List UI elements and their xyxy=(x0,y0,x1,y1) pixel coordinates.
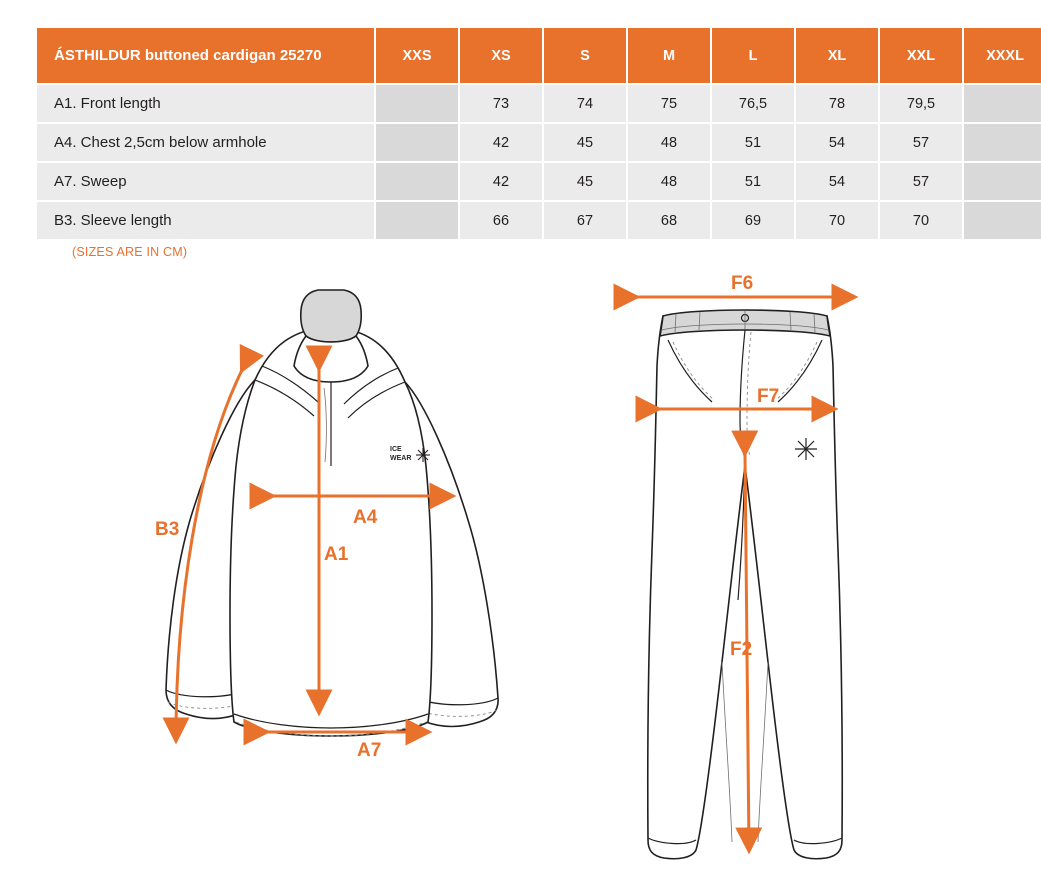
f7-label: F7 xyxy=(757,386,780,407)
f2-label: F2 xyxy=(730,639,753,660)
cell-a7-l: 51 xyxy=(711,162,795,201)
brand-line-2: WEAR xyxy=(390,455,412,462)
cell-b3-xxl: 70 xyxy=(879,201,963,240)
cell-a7-xs: 42 xyxy=(459,162,543,201)
cell-a7-xxs xyxy=(375,162,459,201)
cell-a7-s: 45 xyxy=(543,162,627,201)
cell-a1-xxs xyxy=(375,84,459,123)
table-header-s: S xyxy=(543,27,627,84)
cell-b3-xl: 70 xyxy=(795,201,879,240)
cell-a1-xxxl xyxy=(963,84,1041,123)
table-header-xl: XL xyxy=(795,27,879,84)
cell-a1-xl: 78 xyxy=(795,84,879,123)
cell-a1-s: 74 xyxy=(543,84,627,123)
cell-a4-s: 45 xyxy=(543,123,627,162)
cell-a4-m: 48 xyxy=(627,123,711,162)
collar-base xyxy=(294,336,368,382)
table-header-l: L xyxy=(711,27,795,84)
garment-illustrations xyxy=(0,270,1041,890)
table-header-xxl: XXL xyxy=(879,27,963,84)
table-header-xxs: XXS xyxy=(375,27,459,84)
cell-a7-xxl: 57 xyxy=(879,162,963,201)
cell-a1-m: 75 xyxy=(627,84,711,123)
cell-b3-m: 68 xyxy=(627,201,711,240)
b3-label: B3 xyxy=(155,519,180,540)
right-inseam xyxy=(758,662,768,842)
size-table-header-row xyxy=(36,27,1041,84)
cell-b3-xxxl xyxy=(963,201,1041,240)
row-label-a4: A4. Chest 2,5cm below armhole xyxy=(36,123,375,162)
cell-b3-xs: 66 xyxy=(459,201,543,240)
row-label-a1: A1. Front length xyxy=(36,84,375,123)
table-header-xs: XS xyxy=(459,27,543,84)
cell-a4-xxl: 57 xyxy=(879,123,963,162)
table-header-m: M xyxy=(627,27,711,84)
cell-b3-l: 69 xyxy=(711,201,795,240)
cardigan-illustration xyxy=(155,290,498,761)
cell-a1-xs: 73 xyxy=(459,84,543,123)
cell-a7-xl: 54 xyxy=(795,162,879,201)
trousers-illustration xyxy=(636,273,854,859)
table-row xyxy=(36,123,1041,162)
cell-a1-l: 76,5 xyxy=(711,84,795,123)
collar xyxy=(301,290,362,342)
cell-a4-xs: 42 xyxy=(459,123,543,162)
f6-label: F6 xyxy=(731,273,754,294)
cell-a4-xxxl xyxy=(963,123,1041,162)
sizes-unit-note: (SIZES ARE IN CM) xyxy=(72,245,188,259)
size-table xyxy=(35,26,1041,241)
cell-b3-xxs xyxy=(375,201,459,240)
cell-a7-xxxl xyxy=(963,162,1041,201)
size-table-body xyxy=(36,84,1041,240)
table-header-xxxl: XXXL xyxy=(963,27,1041,84)
table-row xyxy=(36,84,1041,123)
size-table-head xyxy=(36,27,1041,84)
table-header-product: ÁSTHILDUR buttoned cardigan 25270 xyxy=(36,27,375,84)
row-label-a7: A7. Sweep xyxy=(36,162,375,201)
cell-a4-l: 51 xyxy=(711,123,795,162)
cell-b3-s: 67 xyxy=(543,201,627,240)
table-row xyxy=(36,162,1041,201)
row-label-b3: B3. Sleeve length xyxy=(36,201,375,240)
cell-a1-xxl: 79,5 xyxy=(879,84,963,123)
cell-a4-xxs xyxy=(375,123,459,162)
a1-label: A1 xyxy=(324,544,349,565)
table-row xyxy=(36,201,1041,240)
trousers-snowflake-icon xyxy=(795,438,817,460)
left-inseam xyxy=(722,662,732,842)
cell-a4-xl: 54 xyxy=(795,123,879,162)
a7-label: A7 xyxy=(357,740,382,761)
cell-a7-m: 48 xyxy=(627,162,711,201)
brand-line-1: ICE xyxy=(390,446,402,453)
snowflake-icon xyxy=(416,448,430,462)
a4-label: A4 xyxy=(353,507,378,528)
